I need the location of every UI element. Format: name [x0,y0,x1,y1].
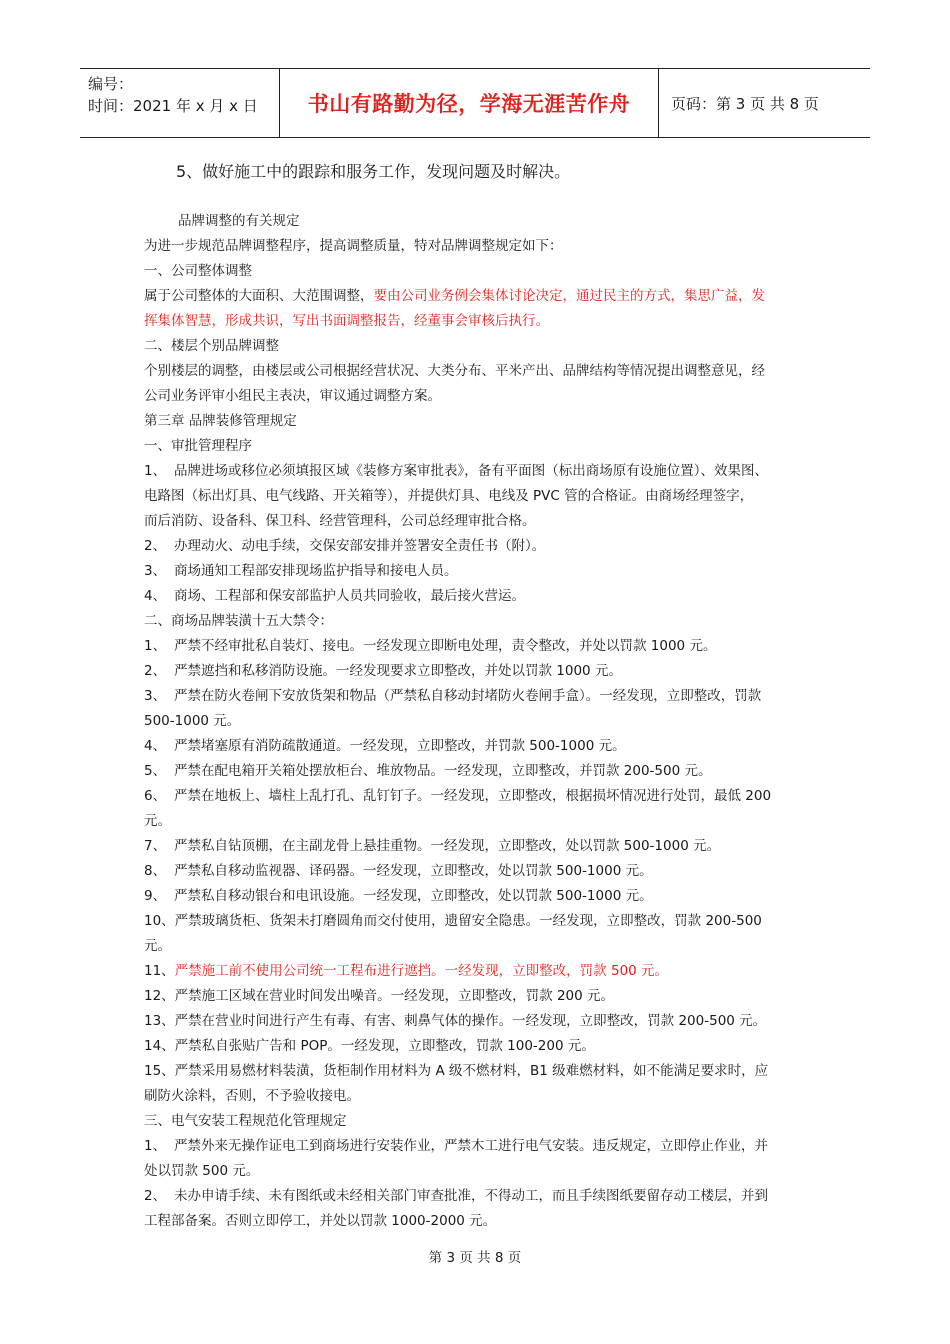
line-text: 11、 [144,963,175,979]
text-line [144,984,824,1009]
text-line [144,234,824,259]
text-line [144,584,824,609]
text-line [144,1209,824,1234]
header-meta [80,69,280,137]
text-line [144,709,824,734]
line-text: 处以罚款 500 元。 [144,1163,260,1179]
highlighted-text: 挥集体智慧，形成共识，写出书面调整报告，经董事会审核后执行。 [144,313,549,329]
text-line [144,284,824,309]
text-line [144,309,824,334]
item-number: 6、 [144,788,167,804]
text-line [144,934,824,959]
text-line [144,484,824,509]
text-line [144,559,824,584]
line-text: 二、楼层个别品牌调整 [144,338,279,354]
page-number-label: 页码：第 3 页 共 8 页 [671,94,819,113]
item-number: 1、 [144,638,167,654]
text-line [144,1059,824,1084]
item-number: 2、 [144,538,167,554]
line-text: 10、严禁玻璃货柜、货架未打磨圆角而交付使用，遗留安全隐患。一经发现，立即整改，罚款 200-500 [144,913,762,929]
line-text: 严禁私自移动监视器、译码器。一经发现，立即整改，处以罚款 500-1000 元。 [174,863,653,879]
header-motto: 书山有路勤为径，学海无涯苦作舟 [280,69,659,137]
line-text: 为进一步规范品牌调整程序，提高调整质量，特对品牌调整规定如下： [144,238,563,254]
text-line [144,859,824,884]
line-text: 严禁不经审批私自装灯、接电。一经发现立即断电处理，责令整改，并处以罚款 1000 元。 [174,638,717,654]
line-text: 严禁在防火卷闸下安放货架和物品（严禁私自移动封堵防火卷闸手盒）。一经发现，立即整改，罚款 [174,688,762,704]
line-text: 严禁在配电箱开关箱处摆放柜台、堆放物品。一经发现，立即整改，并罚款 200-500 元。 [174,763,712,779]
item-number: 8、 [144,863,167,879]
line-text: 元。 [144,813,171,829]
text-line [144,1009,824,1034]
line-text: 15、严禁采用易燃材料装潢，货柜制作用材料为 A 级不燃材料，B1 级难燃材料，如不能满足要求时，应 [144,1063,769,1079]
line-text: 严禁私自钻顶棚，在主副龙骨上悬挂重物。一经发现，立即整改，处以罚款 500-1000 元。 [174,838,721,854]
line-text: 未办申请手续、未有图纸或未经相关部门审查批准，不得动工，而且手续图纸要留存动工楼层，并到 [174,1188,768,1204]
line-text: 商场通知工程部安排现场监护指导和接电人员。 [174,563,458,579]
line-text: 元。 [144,938,171,954]
line-text: 品牌进场或移位必须填报区域《装修方案审批表》，备有平面图（标出商场原有设施位置）、效果图、 [174,463,768,479]
item-number: 7、 [144,838,167,854]
text-line [144,959,824,984]
item-number: 1、 [144,1138,167,1154]
text-line [144,434,824,459]
text-line [144,809,824,834]
code-label: 编号： [88,75,134,93]
line-text: 严禁私自移动银台和电讯设施。一经发现，立即整改，处以罚款 500-1000 元。 [174,888,653,904]
text-line [144,409,824,434]
document-body [144,209,824,1234]
item-number: 4、 [144,738,167,754]
section-title: 品牌调整的有关规定 [178,213,300,229]
highlighted-text: 严禁施工前不使用公司统一工程布进行遮挡。一经发现，立即整改，罚款 500 元。 [174,963,669,979]
page-header [80,68,870,138]
item-number: 1、 [144,463,167,479]
highlighted-text: 要由公司业务例会集体讨论决定，通过民主的方式，集思广益，发 [373,288,765,304]
text-lines [144,234,824,1234]
text-line [144,759,824,784]
item-number: 4、 [144,588,167,604]
text-line [144,1034,824,1059]
item-number: 2、 [144,1188,167,1204]
line-text: 公司业务评审小组民主表决，审议通过调整方案。 [144,388,441,404]
lead-paragraph: 5、做好施工中的跟踪和服务工作，发现问题及时解决。 [176,162,571,181]
item-number: 5、 [144,763,167,779]
text-line [144,659,824,684]
line-text: 电路图（标出灯具、电气线路、开关箱等），并提供灯具、电线及 PVC 管的合格证。由商场经理签字， [144,488,754,504]
text-line [144,609,824,634]
line-text: 而后消防、设备科、保卫科、经营管理科，公司总经理审批合格。 [144,513,536,529]
text-line [144,834,824,859]
text-line [144,909,824,934]
text-line [144,1184,824,1209]
line-text: 14、严禁私自张贴广告和 POP。一经发现，立即整改，罚款 100-200 元。 [144,1038,595,1054]
line-text: 三、电气安装工程规范化管理规定 [144,1113,347,1129]
text-line [144,509,824,534]
text-line [144,634,824,659]
item-number: 3、 [144,688,167,704]
item-number: 3、 [144,563,167,579]
text-line [144,1159,824,1184]
text-line [144,384,824,409]
line-text: 商场、工程部和保安部监护人员共同验收，最后接火营运。 [174,588,525,604]
item-number: 9、 [144,888,167,904]
text-line [144,884,824,909]
text-line [144,459,824,484]
line-text: 一、审批管理程序 [144,438,252,454]
line-text: 工程部备案。否则立即停工，并处以罚款 1000-2000 元。 [144,1213,497,1229]
line-text: 12、严禁施工区域在营业时间发出噪音。一经发现，立即整改，罚款 200 元。 [144,988,615,1004]
line-text: 第三章 品牌装修管理规定 [144,413,297,429]
line-text: 500-1000 元。 [144,713,241,729]
text-line [144,734,824,759]
page-footer: 第 3 页 共 8 页 [428,1250,522,1266]
text-line [144,334,824,359]
text-line [144,359,824,384]
line-text: 严禁遮挡和私移消防设施。一经发现要求立即整改，并处以罚款 1000 元。 [174,663,622,679]
line-text: 严禁堵塞原有消防疏散通道。一经发现，立即整改，并罚款 500-1000 元。 [174,738,626,754]
line-text: 办理动火、动电手续，交保安部安排并签署安全责任书（附）。 [174,538,546,554]
text-line [144,784,824,809]
line-text: 个别楼层的调整，由楼层或公司根据经营状况、大类分布、平米产出、品牌结构等情况提出调整意见，经 [144,363,765,379]
line-text: 13、严禁在营业时间进行产生有毒、有害、刺鼻气体的操作。一经发现，立即整改，罚款 200-500 元。 [144,1013,767,1029]
text-line [144,1109,824,1134]
text-line [144,1134,824,1159]
line-text: 一、公司整体调整 [144,263,252,279]
line-text: 严禁外来无操作证电工到商场进行安装作业，严禁木工进行电气安装。违反规定，立即停止作业，并 [174,1138,768,1154]
text-line [144,534,824,559]
text-line [144,259,824,284]
text-line [144,684,824,709]
item-number: 2、 [144,663,167,679]
line-text: 属于公司整体的大面积、大范围调整， [144,288,374,304]
text-line [144,1084,824,1109]
line-text: 严禁在地板上、墙柱上乱打孔、乱钉钉子。一经发现，立即整改，根据损坏情况进行处罚，最低 200 [174,788,772,804]
line-text: 二、商场品牌装潢十五大禁令： [144,613,333,629]
date-label: 时间：2021 年 x 月 x 日 [88,97,258,115]
line-text: 刷防火涂料，否则，不予验收接电。 [144,1088,360,1104]
